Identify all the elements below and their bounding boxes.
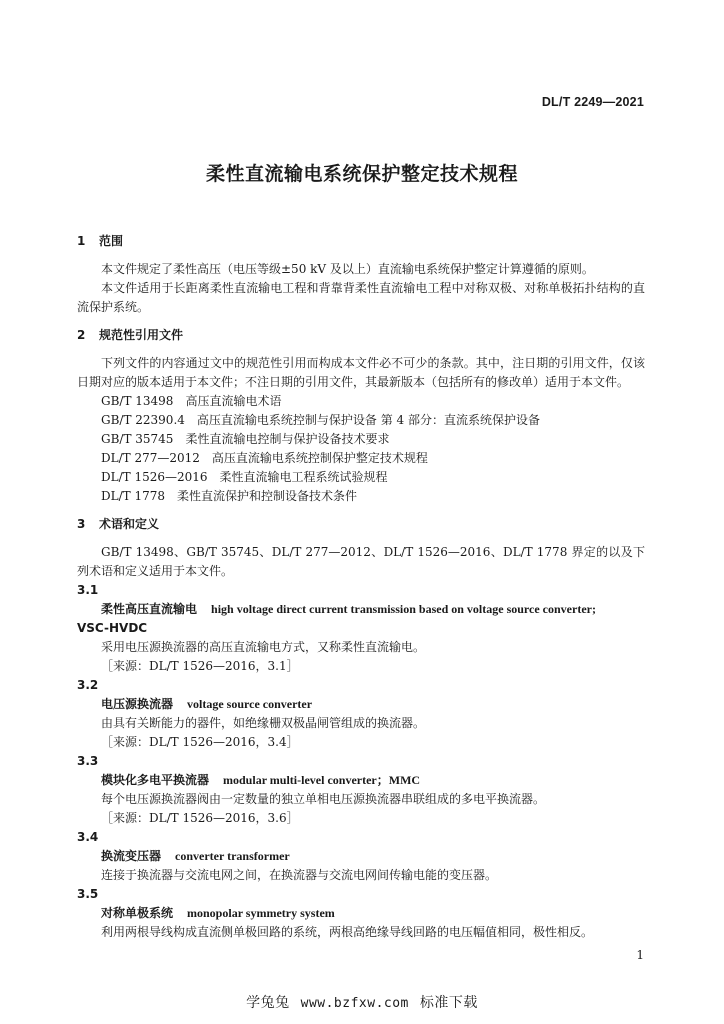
page-number: 1: [636, 948, 644, 962]
term-source: ［来源：DL/T 1526—2016，3.4］: [101, 735, 299, 749]
reference-item: GB/T 35745 柔性直流输电控制与保护设备技术要求: [101, 432, 390, 446]
term-definition: 采用电压源换流器的高压直流输电方式，又称柔性直流输电。: [101, 640, 426, 654]
paragraph: 本文件适用于长距离柔性直流输电工程和背靠背柔性直流输电工程中对称双极、对称单极拓扑结构的直流保护系统。: [77, 281, 645, 314]
reference-item: DL/T 277—2012 高压直流输电系统控制保护整定技术规程: [101, 451, 428, 465]
footer-download-label: 标准下载: [419, 995, 478, 1011]
section-heading-1: 1 范围: [77, 234, 124, 248]
term-number: 3.3: [77, 754, 99, 768]
term-title: 柔性高压直流输电 high voltage direct current transmission based on voltage source converter;: [101, 602, 596, 616]
document-id: DL/T 2249—2021: [541, 95, 644, 109]
paragraph: GB/T 13498、GB/T 35745、DL/T 277—2012、DL/T 1526—2016、DL/T 1778 界定的以及下列术语和定义适用于本文件。: [77, 545, 645, 578]
term-definition: 每个电压源换流器阀由一定数量的独立单相电压源换流器串联组成的多电平换流器。: [101, 792, 546, 806]
reference-item: DL/T 1778 柔性直流保护和控制设备技术条件: [101, 489, 357, 503]
page-title: 柔性直流输电系统保护整定技术规程: [205, 163, 518, 185]
term-title: 换流变压器 converter transformer: [101, 849, 290, 863]
watermark-footer: [0, 992, 724, 1012]
term-definition: 利用两根导线构成直流侧单极回路的系统，两根高绝缘导线回路的电压幅值相同，极性相反。: [101, 925, 594, 939]
footer-site-name: 学兔兔: [246, 995, 290, 1011]
section-heading-2: 2 规范性引用文件: [77, 328, 184, 342]
section-heading-3: 3 术语和定义: [77, 517, 160, 531]
term-definition: 由具有关断能力的器件，如绝缘栅双极晶闸管组成的换流器。: [101, 716, 426, 730]
term-title: 模块化多电平换流器 modular multi-level converter；MMC: [101, 773, 421, 787]
reference-item: GB/T 22390.4 高压直流输电系统控制与保护设备 第 4 部分：直流系统保护设备: [101, 413, 540, 427]
term-abbrev: VSC-HVDC: [77, 621, 148, 635]
term-source: ［来源：DL/T 1526—2016，3.6］: [101, 811, 299, 825]
term-number: 3.4: [77, 830, 99, 844]
reference-item: DL/T 1526—2016 柔性直流输电工程系统试验规程: [101, 470, 388, 484]
term-number: 3.1: [77, 583, 99, 597]
footer-url-link[interactable]: www.bzfxw.com: [300, 996, 409, 1011]
term-title: 电压源换流器 voltage source converter: [101, 697, 313, 711]
term-number: 3.2: [77, 678, 99, 692]
document-body: [77, 232, 645, 942]
paragraph: 下列文件的内容通过文中的规范性引用而构成本文件必不可少的条款。其中，注日期的引用文件，仅该日期对应的版本适用于本文件；不注日期的引用文件，其最新版本（包括所有的修改单）适用于本文件。: [77, 356, 645, 389]
reference-item: GB/T 13498 高压直流输电术语: [101, 394, 282, 408]
term-title: 对称单极系统 monopolar symmetry system: [101, 906, 335, 920]
paragraph: 本文件规定了柔性高压（电压等级±50 kV 及以上）直流输电系统保护整定计算遵循的原则。: [101, 262, 594, 276]
term-number: 3.5: [77, 887, 99, 901]
term-definition: 连接于换流器与交流电网之间，在换流器与交流电网间传输电能的变压器。: [101, 868, 498, 882]
term-source: ［来源：DL/T 1526—2016，3.1］: [101, 659, 299, 673]
